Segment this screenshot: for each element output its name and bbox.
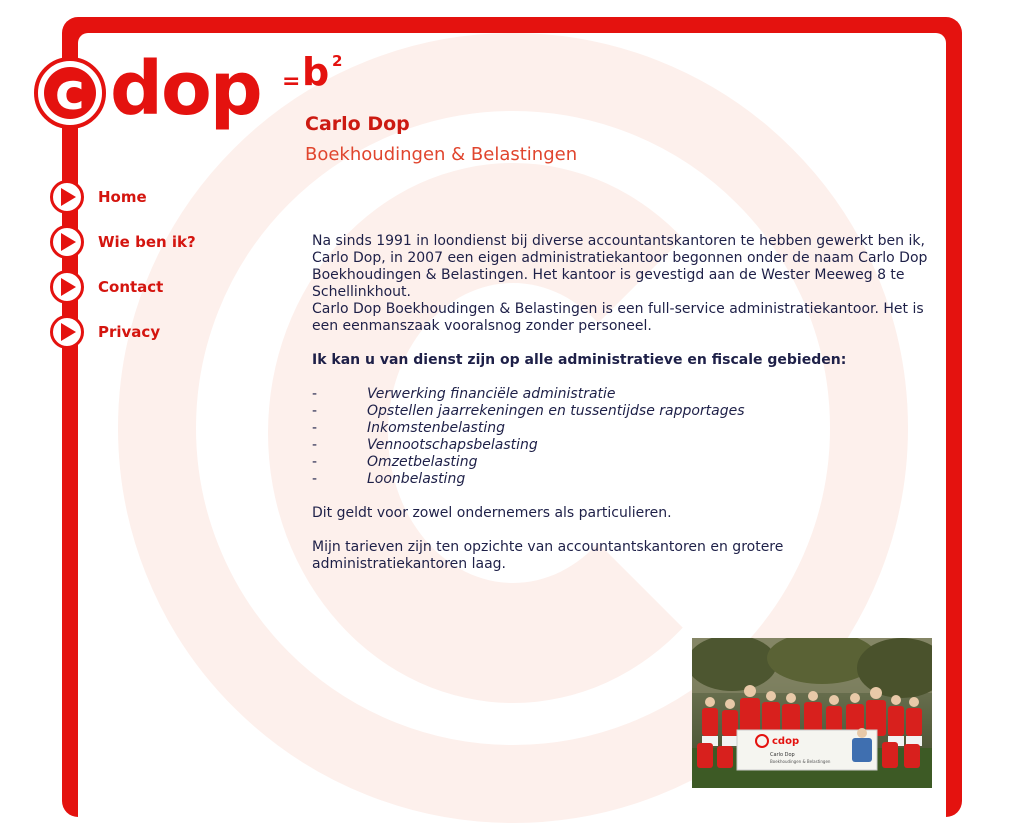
list-dash: - bbox=[312, 471, 318, 487]
intro-paragraph-2: Carlo Dop Boekhoudingen & Belastingen is een full-service administratiekantoor. Het is een eenmanszaak vooralsnog zonder personeel. bbox=[312, 301, 924, 334]
list-item bbox=[312, 437, 937, 454]
list-dash: - bbox=[312, 420, 318, 436]
play-arrow-icon bbox=[50, 225, 84, 259]
company-tagline: Boekhoudingen & Belastingen bbox=[305, 144, 578, 165]
logo-wordmark[interactable]: dop bbox=[110, 46, 261, 132]
list-dash: - bbox=[312, 454, 318, 470]
nav-item-privacy[interactable] bbox=[50, 312, 250, 352]
intro-paragraph: Na sinds 1991 in loondienst bij diverse accountantskantoren te hebben gewerkt ben ik, Carlo Dop, in 2007 een eigen administratiekantoor begonnen onder de naam Carlo Dop Boekhoudingen & Belastingen. Het kantoor is gevestigd aan de Wester Meeweg 8 te Schellinkhout. bbox=[312, 233, 928, 300]
logo-letter: c bbox=[44, 67, 96, 119]
logo-equals: = bbox=[282, 69, 301, 94]
nav-label-contact: Contact bbox=[98, 278, 164, 296]
nav-item-contact[interactable] bbox=[50, 267, 250, 307]
team-photo-image bbox=[692, 638, 932, 788]
main-content bbox=[312, 233, 937, 573]
list-dash: - bbox=[312, 437, 318, 453]
logo-copyright-icon[interactable] bbox=[34, 57, 106, 129]
service-text: Loonbelasting bbox=[367, 471, 466, 487]
nav-label-privacy: Privacy bbox=[98, 323, 161, 341]
nav-label-home: Home bbox=[98, 188, 147, 206]
list-dash: - bbox=[312, 403, 318, 419]
play-arrow-icon bbox=[50, 315, 84, 349]
logo-b: b bbox=[302, 50, 330, 94]
rates-paragraph: Mijn tarieven zijn ten opzichte van accountantskantoren en grotere administratiekantoren laag. bbox=[312, 539, 784, 572]
nav-item-home[interactable] bbox=[50, 177, 250, 217]
service-text: Verwerking financiële administratie bbox=[367, 386, 616, 402]
list-item bbox=[312, 420, 937, 437]
services-heading: Ik kan u van dienst zijn op alle administratieve en fiscale gebieden: bbox=[312, 352, 847, 368]
photo-banner-line2: Boekhoudingen & Belastingen bbox=[770, 759, 831, 764]
service-text: Inkomstenbelasting bbox=[367, 420, 505, 436]
audience-paragraph: Dit geldt voor zowel ondernemers als particulieren. bbox=[312, 505, 672, 521]
list-item bbox=[312, 386, 937, 403]
list-item bbox=[312, 471, 937, 488]
service-text: Omzetbelasting bbox=[367, 454, 478, 470]
team-photo bbox=[692, 638, 932, 788]
list-item bbox=[312, 454, 937, 471]
play-arrow-icon bbox=[50, 270, 84, 304]
list-item bbox=[312, 403, 937, 420]
nav-label-wie-ben-ik: Wie ben ik? bbox=[98, 233, 196, 251]
nav-item-wie-ben-ik[interactable] bbox=[50, 222, 250, 262]
services-list bbox=[312, 386, 937, 488]
logo-superscript: 2 bbox=[332, 52, 343, 70]
photo-banner-logo: cdop bbox=[772, 736, 800, 747]
service-text: Vennootschapsbelasting bbox=[367, 437, 538, 453]
company-name: Carlo Dop bbox=[305, 113, 410, 135]
photo-banner-line1: Carlo Dop bbox=[770, 752, 795, 758]
list-dash: - bbox=[312, 386, 318, 402]
play-arrow-icon bbox=[50, 180, 84, 214]
service-text: Opstellen jaarrekeningen en tussentijdse rapportages bbox=[367, 403, 745, 419]
